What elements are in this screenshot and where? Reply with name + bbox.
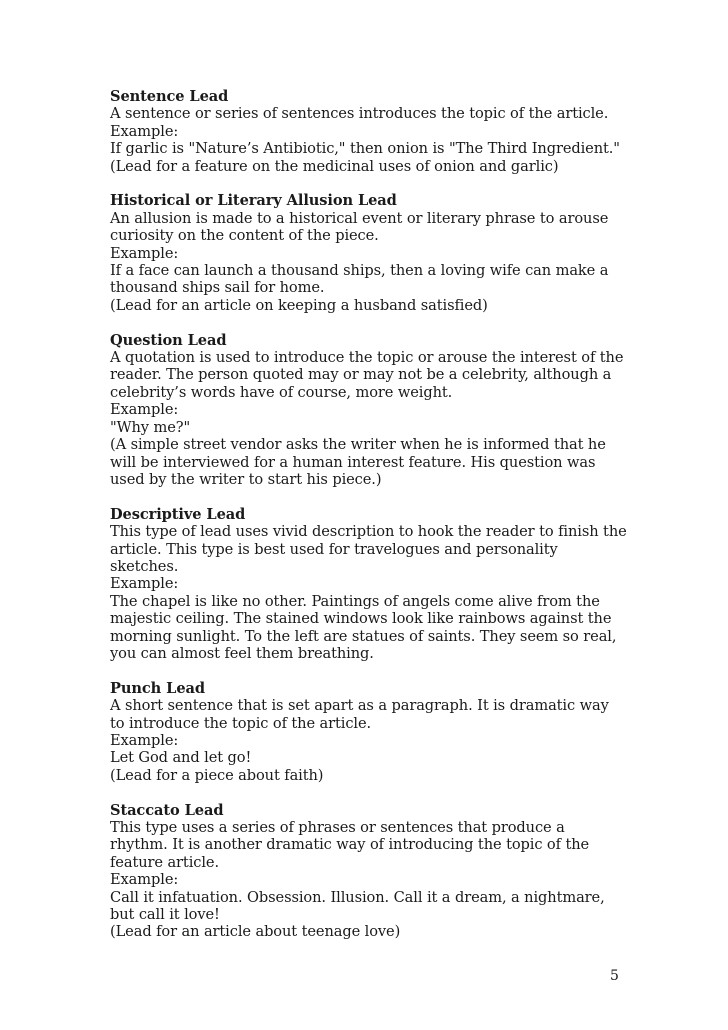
body-line: will be interviewed for a human interest feature. His question was: [110, 453, 596, 471]
body-line: Example:: [110, 244, 179, 262]
body-line: thousand ships sail for home.: [110, 279, 325, 297]
body-line: Let God and let go!: [110, 749, 252, 767]
body-line: rhythm. It is another dramatic way of introducing the topic of the: [110, 836, 590, 854]
body-line: Call it infatuation. Obsession. Illusion. Call it a dream, a nightmare,: [110, 888, 605, 906]
body-line: Example:: [110, 401, 179, 419]
body-line: Example:: [110, 122, 179, 140]
body-line: used by the writer to start his piece.): [110, 470, 382, 488]
body-line: Example:: [110, 871, 179, 889]
body-line: you can almost feel them breathing.: [110, 644, 374, 662]
page-number: 5: [610, 968, 619, 984]
section-heading: Staccato Lead: [110, 801, 224, 819]
body-line: celebrity’s words have of course, more weight.: [110, 383, 453, 401]
body-line: (A simple street vendor asks the writer when he is informed that he: [110, 436, 606, 454]
section-punch-lead: [110, 680, 650, 784]
body-line: (Lead for an article on keeping a husband satisfied): [110, 296, 488, 314]
body-line: A short sentence that is set apart as a paragraph. It is dramatic way: [110, 697, 609, 715]
body-line: A sentence or series of sentences introduces the topic of the article.: [110, 105, 609, 123]
body-line: (Lead for a piece about faith): [110, 766, 324, 784]
body-line: feature article.: [110, 853, 219, 871]
section-question-lead: [110, 332, 650, 489]
body-line: This type uses a series of phrases or sentences that produce a: [110, 818, 565, 836]
body-line: but call it love!: [110, 906, 220, 924]
body-line: majestic ceiling. The stained windows look like rainbows against the: [110, 610, 612, 628]
section-heading: Punch Lead: [110, 679, 205, 697]
body-line: morning sunlight. To the left are statues of saints. They seem so real,: [110, 627, 617, 645]
section-heading: Question Lead: [110, 331, 227, 349]
section-historical-literary-allusion-lead: [110, 192, 650, 314]
section-sentence-lead: [110, 88, 650, 175]
body-line: "Why me?": [110, 418, 191, 436]
body-line: Example:: [110, 731, 179, 749]
body-line: A quotation is used to introduce the topic or arouse the interest of the: [110, 349, 624, 367]
section-staccato-lead: [110, 802, 650, 941]
body-line: (Lead for an article about teenage love): [110, 923, 401, 941]
body-line: If a face can launch a thousand ships, then a loving wife can make a: [110, 262, 609, 280]
section-descriptive-lead: [110, 506, 650, 663]
body-line: reader. The person quoted may or may not be a celebrity, although a: [110, 366, 612, 384]
section-heading: Descriptive Lead: [110, 505, 246, 523]
section-heading: Historical or Literary Allusion Lead: [110, 192, 397, 210]
document-body: [110, 88, 650, 958]
body-line: to introduce the topic of the article.: [110, 714, 372, 732]
body-line: The chapel is like no other. Paintings of angels come alive from the: [110, 592, 600, 610]
body-line: Example:: [110, 575, 179, 593]
body-line: An allusion is made to a historical event or literary phrase to arouse: [110, 209, 609, 227]
body-line: This type of lead uses vivid description to hook the reader to finish the: [110, 523, 627, 541]
body-line: (Lead for a feature on the medicinal uses of onion and garlic): [110, 157, 559, 175]
body-line: If garlic is "Nature’s Antibiotic," then onion is "The Third Ingredient.": [110, 140, 620, 158]
body-line: sketches.: [110, 557, 179, 575]
body-line: curiosity on the content of the piece.: [110, 227, 379, 245]
body-line: article. This type is best used for travelogues and personality: [110, 540, 558, 558]
section-heading: Sentence Lead: [110, 88, 229, 105]
